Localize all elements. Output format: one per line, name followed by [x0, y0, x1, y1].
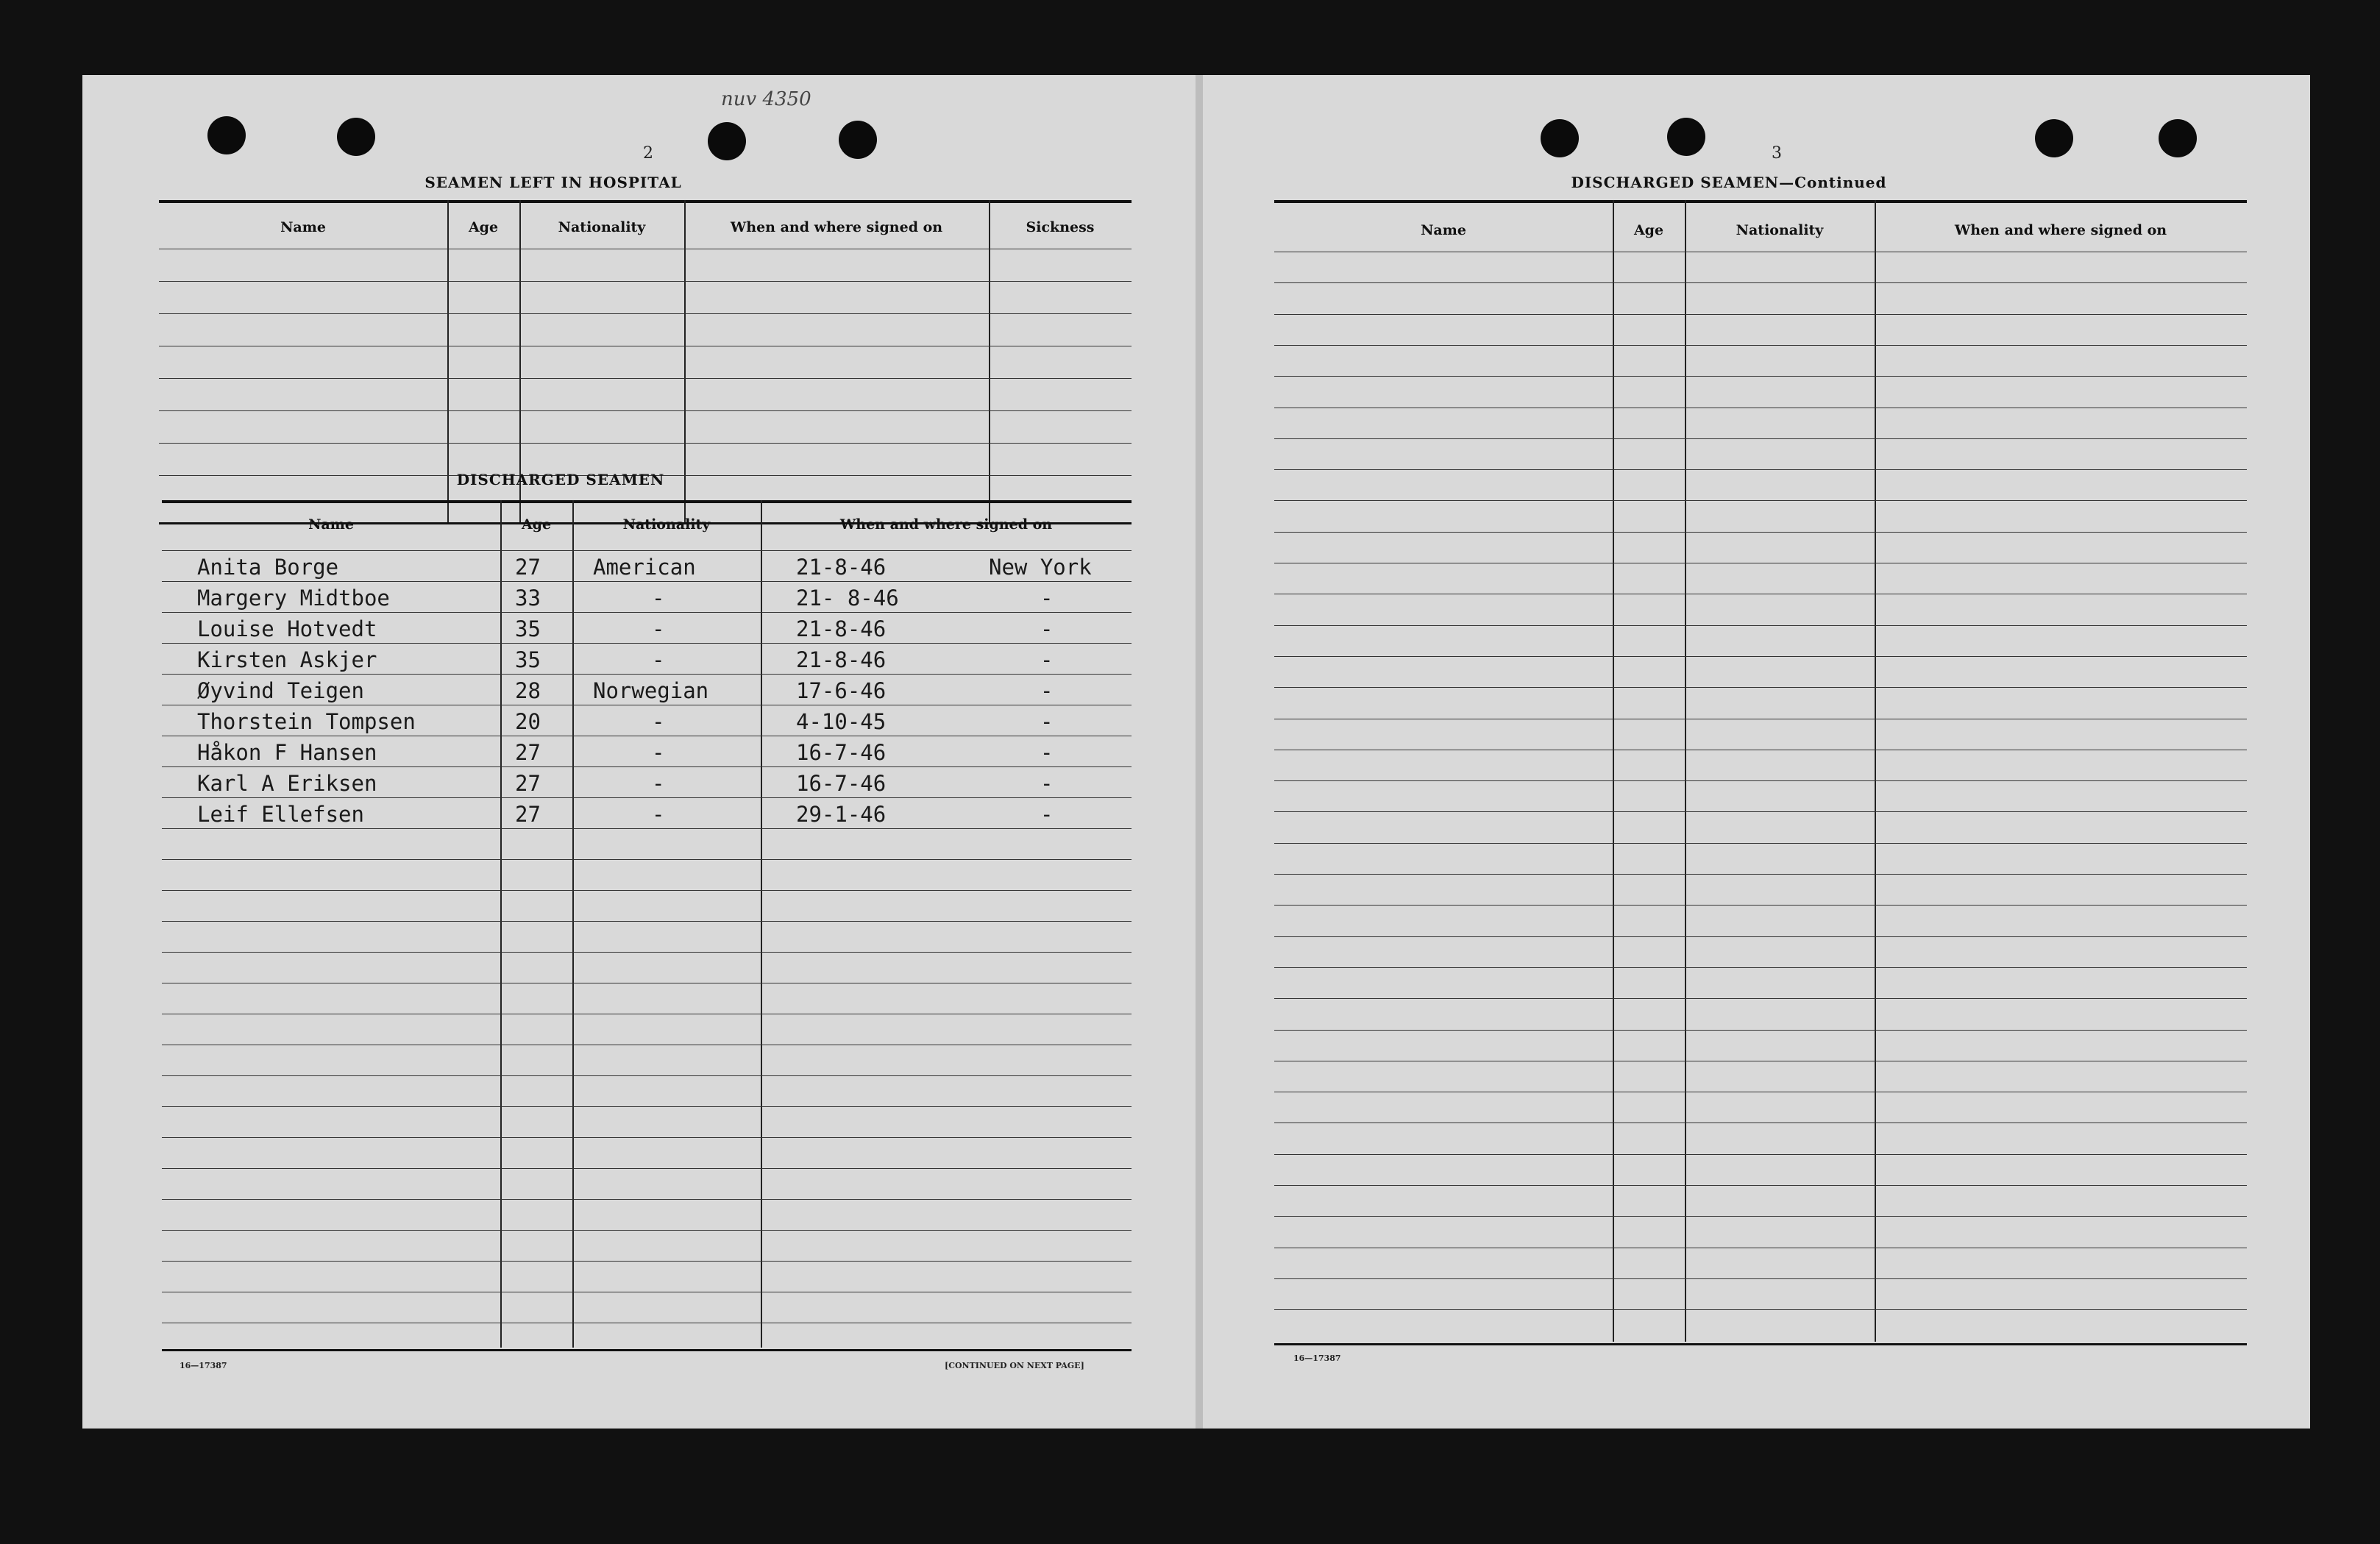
seaman-name: Margery Midtboe [197, 586, 390, 611]
seaman-name: Louise Hotvedt [197, 616, 377, 641]
signed-on-date: 4-10-45 [796, 709, 887, 734]
seaman-age: 27 [515, 555, 541, 580]
signed-on-date: 17-6-46 [796, 678, 887, 703]
punch-hole [337, 118, 375, 156]
seaman-name: Leif Ellefsen [197, 802, 364, 827]
row-rule [1274, 1216, 2247, 1217]
signed-on-date: 21- 8-46 [796, 586, 899, 611]
column-rule [1685, 200, 1686, 1342]
row-rule [1274, 500, 2247, 501]
seaman-name: Anita Borge [197, 555, 339, 580]
seaman-age: 28 [515, 678, 541, 703]
row-rule [1274, 998, 2247, 999]
row-rule [162, 797, 1132, 798]
row-rule [162, 828, 1132, 829]
signed-on-place: - [1040, 586, 1054, 611]
table-bottom-rule [1274, 1343, 2247, 1345]
signed-on-place: - [1040, 616, 1054, 641]
row-rule [159, 410, 1132, 411]
table-bottom-rule [162, 1349, 1132, 1351]
hospital-section-title: SEAMEN LEFT IN HOSPITAL [425, 174, 682, 191]
column-rule [572, 500, 574, 1348]
seaman-name: Kirsten Askjer [197, 647, 377, 672]
row-rule [159, 378, 1132, 379]
row-rule [1274, 345, 2247, 346]
row-rule [162, 550, 1132, 551]
seaman-nationality: - [652, 586, 665, 611]
row-rule [162, 1199, 1132, 1200]
row-rule [1274, 1278, 2247, 1279]
row-rule [162, 1230, 1132, 1231]
row-rule [162, 859, 1132, 860]
seaman-nationality: - [652, 771, 665, 796]
row-rule [1274, 843, 2247, 844]
signed-on-date: 16-7-46 [796, 771, 887, 796]
punch-hole [207, 116, 246, 154]
signed-on-place: - [1040, 647, 1054, 672]
row-rule [1274, 1309, 2247, 1310]
row-rule [1274, 905, 2247, 906]
row-rule [1274, 1185, 2247, 1186]
seaman-name: Håkon F Hansen [197, 740, 377, 765]
row-rule [159, 443, 1132, 444]
table-top-rule [162, 500, 1132, 503]
column-rule [761, 500, 762, 1348]
row-rule [162, 1137, 1132, 1138]
table-top-rule [159, 200, 1132, 203]
row-rule [162, 643, 1132, 644]
row-rule [1274, 625, 2247, 626]
row-rule [159, 313, 1132, 314]
signed-on-place: - [1040, 771, 1054, 796]
row-rule [162, 1261, 1132, 1262]
seaman-nationality: Norwegian [593, 678, 709, 703]
continued-note: [CONTINUED ON NEXT PAGE] [945, 1361, 1084, 1370]
punch-hole [708, 122, 746, 160]
row-rule [162, 1168, 1132, 1169]
right-page [1199, 75, 2310, 1429]
hosp-col-age: Age [468, 219, 499, 235]
seaman-age: 35 [515, 616, 541, 641]
row-rule [1274, 376, 2247, 377]
hosp-col-signed-on: When and where signed on [730, 219, 943, 235]
r-col-name: Name [1421, 222, 1466, 238]
discharged-continued-table [1274, 200, 2247, 1348]
signed-on-place: - [1040, 802, 1054, 827]
seaman-age: 33 [515, 586, 541, 611]
row-rule [1274, 967, 2247, 968]
row-rule [162, 1075, 1132, 1076]
signed-on-date: 21-8-46 [796, 616, 887, 641]
row-rule [1274, 438, 2247, 439]
row-rule [1274, 1154, 2247, 1155]
signed-on-place: New York [989, 555, 1092, 580]
row-rule [1274, 1030, 2247, 1031]
hosp-col-nationality: Nationality [558, 219, 646, 235]
r-col-signed-on: When and where signed on [1954, 222, 2167, 238]
row-rule [162, 1106, 1132, 1107]
table-top-rule [1274, 200, 2247, 203]
signed-on-date: 29-1-46 [796, 802, 887, 827]
hosp-col-sickness: Sickness [1026, 219, 1095, 235]
row-rule [162, 890, 1132, 891]
row-rule [162, 766, 1132, 767]
row-rule [1274, 811, 2247, 812]
signed-on-date: 16-7-46 [796, 740, 887, 765]
row-rule [1274, 687, 2247, 688]
hosp-col-name: Name [280, 219, 326, 235]
discharged-table [162, 500, 1132, 1353]
row-rule [162, 612, 1132, 613]
seaman-nationality: American [593, 555, 696, 580]
row-rule [1274, 282, 2247, 283]
page-fold [1196, 75, 1203, 1429]
form-number: 16—17387 [1293, 1353, 1341, 1363]
row-rule [162, 581, 1132, 582]
r-col-nationality: Nationality [1736, 222, 1824, 238]
row-rule [1274, 532, 2247, 533]
punch-hole [1541, 119, 1579, 157]
form-number: 16—17387 [180, 1361, 227, 1370]
seaman-nationality: - [652, 740, 665, 765]
seaman-age: 27 [515, 802, 541, 827]
row-rule [1274, 656, 2247, 657]
dis-col-age: Age [521, 516, 552, 533]
signed-on-place: - [1040, 678, 1054, 703]
row-rule [162, 952, 1132, 953]
section-title-suffix: —Continued [1779, 174, 1887, 191]
row-rule [1274, 936, 2247, 937]
column-rule [1875, 200, 1876, 1342]
section-title-main: DISCHARGED SEAMEN [1571, 174, 1780, 191]
signed-on-date: 21-8-46 [796, 555, 887, 580]
seaman-name: Karl A Eriksen [197, 771, 377, 796]
seaman-name: Øyvind Teigen [197, 678, 364, 703]
punch-hole [2035, 119, 2073, 157]
r-col-age: Age [1633, 222, 1664, 238]
signed-on-place: - [1040, 740, 1054, 765]
seaman-nationality: - [652, 647, 665, 672]
left-page [82, 75, 1199, 1429]
punch-hole [2159, 119, 2197, 157]
page-number: 2 [643, 144, 653, 163]
seaman-nationality: - [652, 709, 665, 734]
row-rule [1274, 780, 2247, 781]
seaman-age: 35 [515, 647, 541, 672]
handwritten-annotation: nuv 4350 [721, 88, 811, 110]
page-number: 3 [1772, 144, 1782, 163]
dis-col-name: Name [308, 516, 354, 533]
row-rule [162, 921, 1132, 922]
row-rule [1274, 469, 2247, 470]
discharged-section-title: DISCHARGED SEAMEN [456, 471, 665, 488]
seaman-age: 27 [515, 771, 541, 796]
row-rule [1274, 874, 2247, 875]
continued-section-title [1508, 174, 1950, 191]
dis-col-nationality: Nationality [622, 516, 711, 533]
seaman-age: 20 [515, 709, 541, 734]
seaman-nationality: - [652, 802, 665, 827]
dis-col-signed-on: When and where signed on [839, 516, 1053, 533]
row-rule [159, 281, 1132, 282]
punch-hole [1667, 118, 1705, 156]
row-rule [1274, 314, 2247, 315]
seaman-nationality: - [652, 616, 665, 641]
signed-on-date: 21-8-46 [796, 647, 887, 672]
punch-hole [839, 121, 877, 159]
column-rule [500, 500, 502, 1348]
row-rule [162, 674, 1132, 675]
column-rule [1613, 200, 1614, 1342]
seaman-age: 27 [515, 740, 541, 765]
seaman-name: Thorstein Tompsen [197, 709, 416, 734]
signed-on-place: - [1040, 709, 1054, 734]
